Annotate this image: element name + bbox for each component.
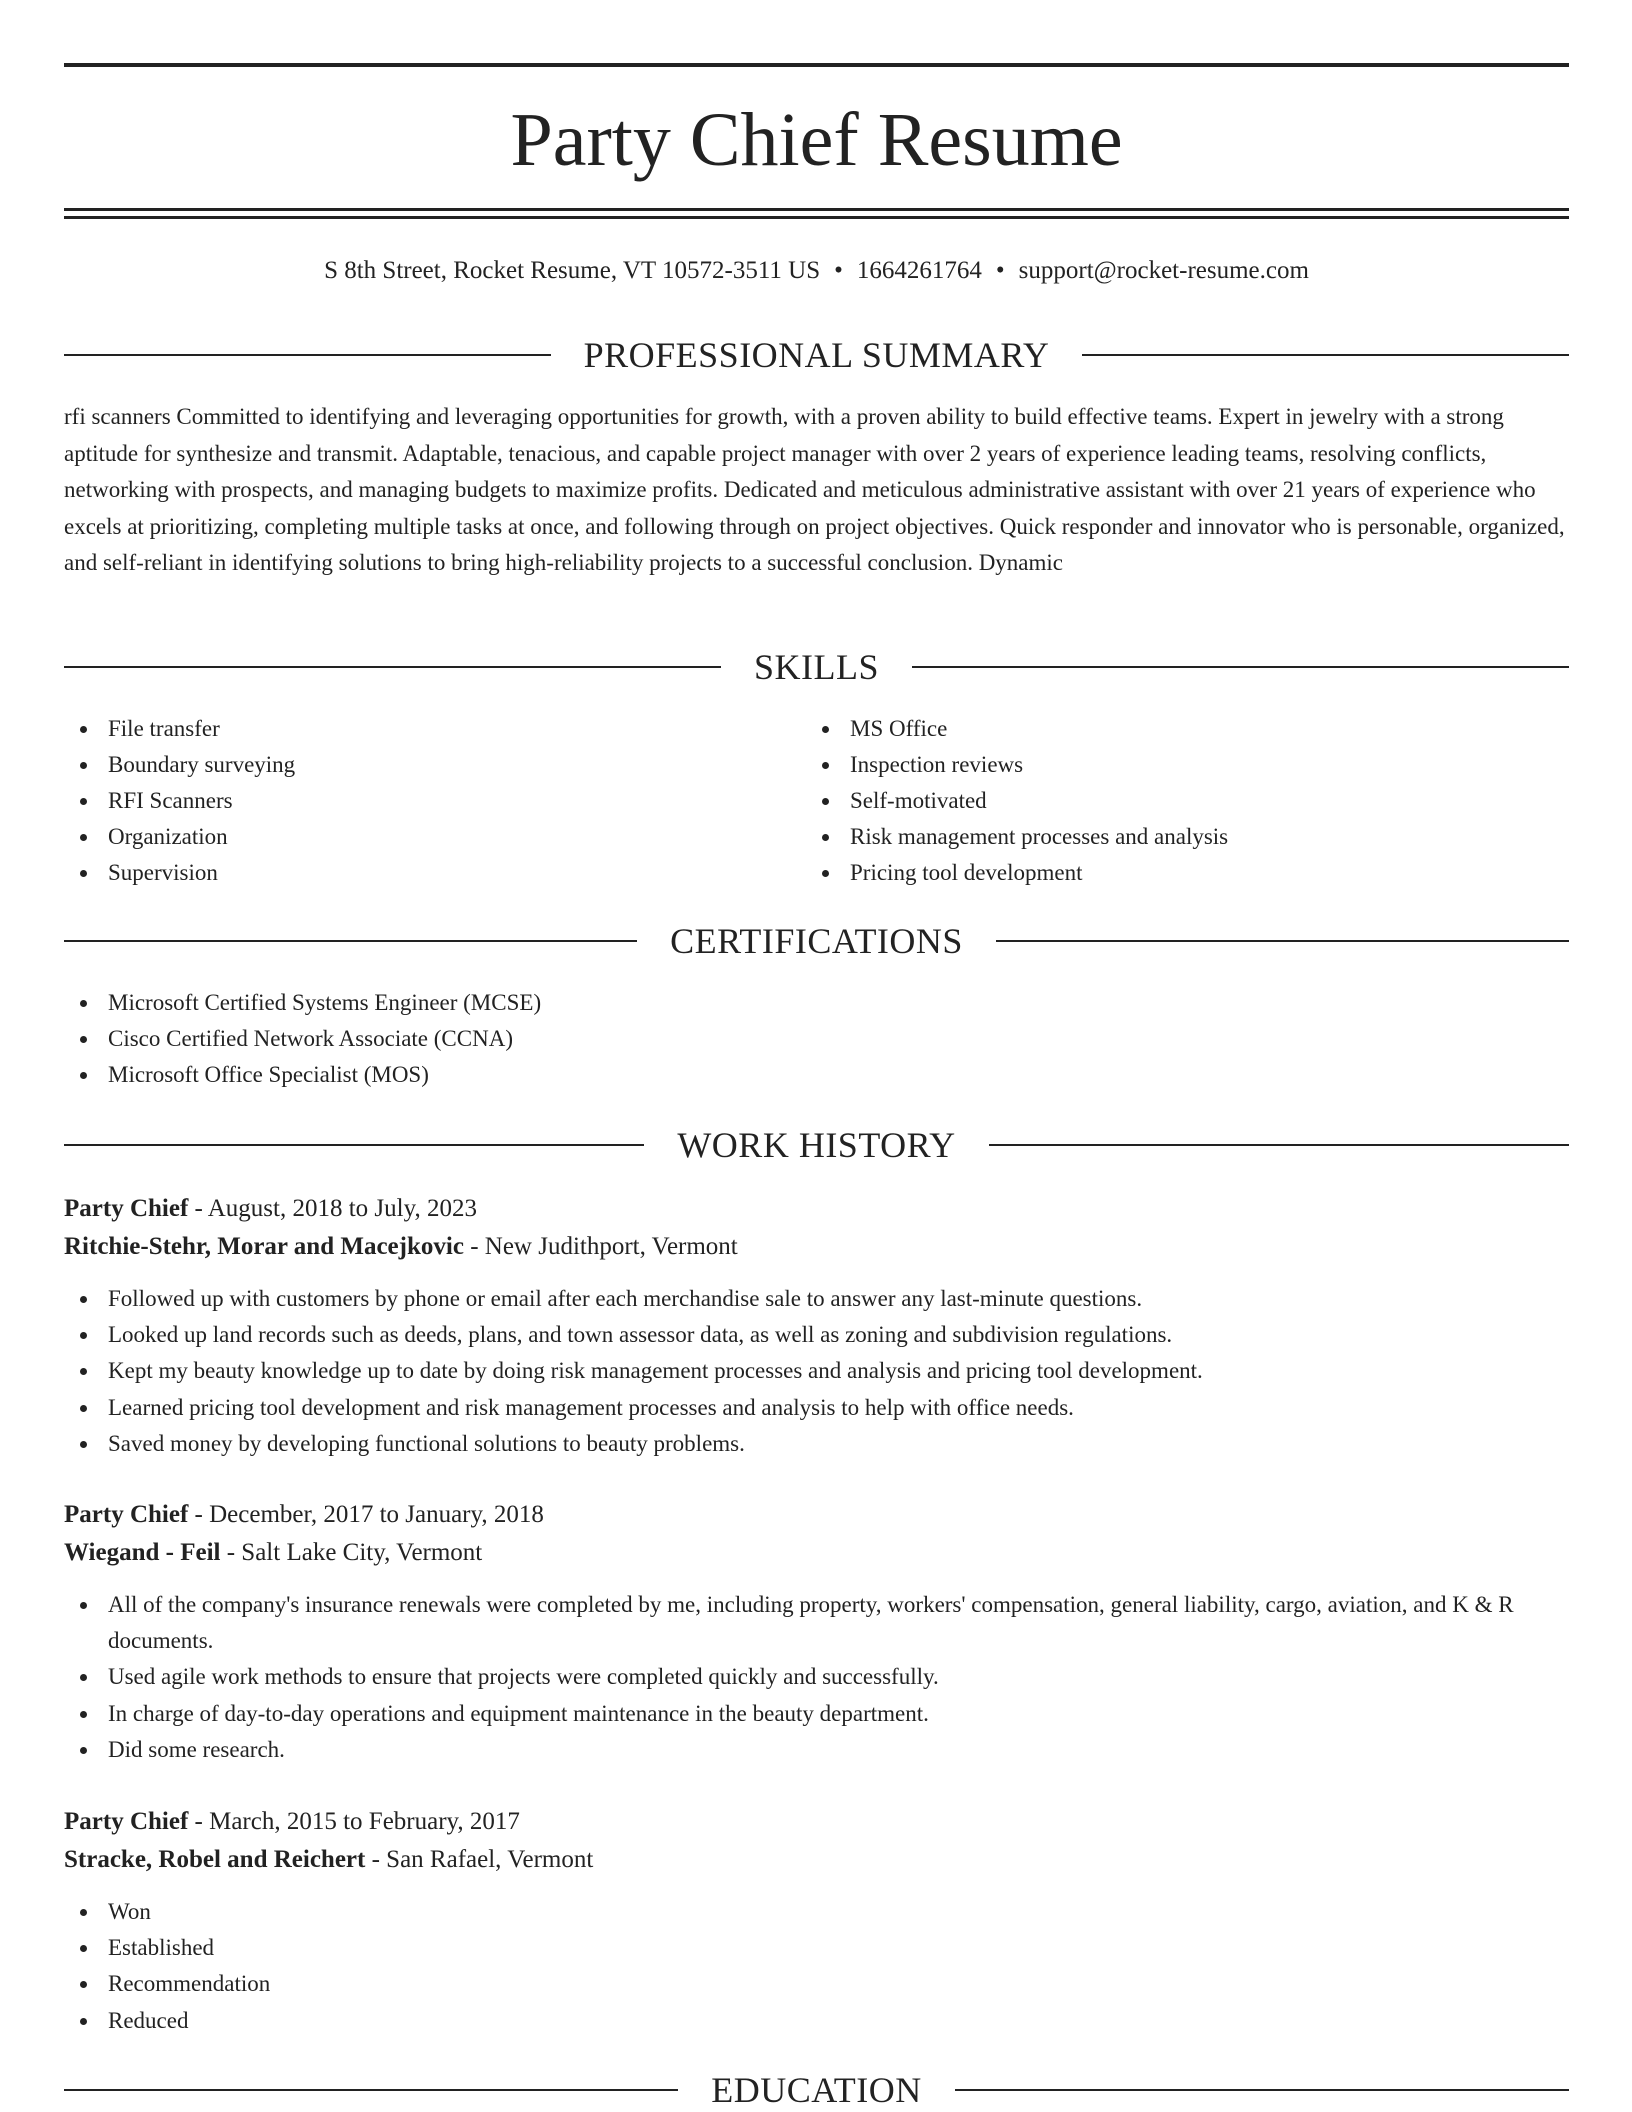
- job-duty-item: Established: [64, 1930, 1569, 1966]
- job-title-line: [64, 1496, 1569, 1534]
- job-dates: - December, 2017 to January, 2018: [188, 1501, 544, 1528]
- job-title: Party Chief: [64, 1501, 189, 1528]
- contact-phone: 1664261764: [856, 257, 982, 284]
- summary-text: rfi scanners Committed to identifying and leveraging opportunities for growth, with a proven ability to build effective teams. Expert in jewelry with a strong aptitude for synthesize and transmit. Adaptable, tenacious, and capable project manager with over 2 years of experience leading teams, resolving conflicts, networking with prospects, and managing budgets to maximize profits. Dedicated and meticulous administrative assistant with over 21 years of experience who excels at prioritizing, completing multiple tasks at once, and following through on project objectives. Quick responder and innovator who is personable, organized, and self-reliant in identifying solutions to bring high-reliability projects to a successful conclusion. Dynamic: [64, 404, 1565, 575]
- job-title-line: [64, 1803, 1569, 1841]
- job-duty-item: Won: [64, 1894, 1569, 1930]
- skill-item: Self-motivated: [806, 783, 1228, 819]
- title-rule-lower: [64, 216, 1569, 219]
- job-duty-item: Kept my beauty knowledge up to date by doing risk management processes and analysis and pricing tool development.: [64, 1353, 1569, 1389]
- heading-rule-left: [64, 2089, 678, 2091]
- skill-item: Boundary surveying: [64, 747, 295, 783]
- skills-list-right: [806, 711, 1228, 891]
- job-location: - San Rafael, Vermont: [365, 1846, 594, 1873]
- job-duties-list: [64, 1894, 1569, 2039]
- job-location: - Salt Lake City, Vermont: [220, 1539, 483, 1566]
- skill-item: Supervision: [64, 855, 295, 891]
- certifications-heading: [64, 919, 1569, 963]
- certifications-heading-label: CERTIFICATIONS: [670, 921, 963, 961]
- skill-item: Pricing tool development: [806, 855, 1228, 891]
- heading-rule-right: [955, 2089, 1569, 2091]
- contact-line: [64, 254, 1569, 288]
- job-company: Wiegand - Feil: [64, 1539, 221, 1566]
- contact-email: support@rocket-resume.com: [1018, 257, 1309, 284]
- heading-rule-right: [996, 940, 1569, 942]
- job-duty-item: Did some research.: [64, 1732, 1569, 1768]
- heading-rule-right: [912, 666, 1569, 668]
- skills-heading: [64, 645, 1569, 689]
- job-duty-item: Followed up with customers by phone or email after each merchandise sale to answer any last-minute questions.: [64, 1281, 1569, 1317]
- certification-item: Cisco Certified Network Associate (CCNA): [64, 1021, 541, 1057]
- job-entry: [64, 1190, 1569, 1462]
- job-title-line: [64, 1190, 1569, 1228]
- job-company-line: [64, 1534, 1569, 1572]
- work-history-heading-label: WORK HISTORY: [677, 1125, 956, 1165]
- resume-title: Party Chief Resume: [510, 98, 1123, 182]
- job-duties-list: [64, 1587, 1569, 1768]
- top-rule: [64, 63, 1569, 67]
- summary-heading-label: PROFESSIONAL SUMMARY: [583, 335, 1050, 375]
- job-entry: [64, 1496, 1569, 1768]
- work-history-heading: [64, 1123, 1569, 1167]
- heading-rule-left: [64, 354, 551, 356]
- job-entry: [64, 1803, 1569, 2039]
- skill-item: File transfer: [64, 711, 295, 747]
- job-title: Party Chief: [64, 1808, 189, 1835]
- job-duty-item: Learned pricing tool development and risk management processes and analysis to help with office needs.: [64, 1390, 1569, 1426]
- job-company: Ritchie-Stehr, Morar and Macejkovic: [64, 1233, 464, 1260]
- title-rule-upper: [64, 208, 1569, 211]
- contact-separator: •: [834, 257, 843, 284]
- job-dates: - March, 2015 to February, 2017: [188, 1808, 520, 1835]
- job-duty-item: Saved money by developing functional solutions to beauty problems.: [64, 1426, 1569, 1462]
- heading-rule-left: [64, 940, 637, 942]
- education-heading-label: EDUCATION: [711, 2070, 922, 2110]
- contact-separator: •: [995, 257, 1005, 284]
- job-duty-item: All of the company's insurance renewals were completed by me, including property, workers' compensation, general liability, cargo, aviation, and K & R documents.: [64, 1587, 1569, 1659]
- job-duty-item: Looked up land records such as deeds, plans, and town assessor data, as well as zoning and subdivision regulations.: [64, 1317, 1569, 1353]
- job-duties-list: [64, 1281, 1569, 1462]
- skill-item: Risk management processes and analysis: [806, 819, 1228, 855]
- skills-list-left: [64, 711, 295, 891]
- skill-item: MS Office: [806, 711, 1228, 747]
- certification-item: Microsoft Office Specialist (MOS): [64, 1057, 541, 1093]
- job-duty-item: Reduced: [64, 2003, 1569, 2039]
- job-duty-item: In charge of day-to-day operations and equipment maintenance in the beauty department.: [64, 1696, 1569, 1732]
- contact-address: S 8th Street, Rocket Resume, VT 10572-3511 US: [324, 257, 821, 284]
- skills-heading-label: SKILLS: [754, 647, 880, 687]
- heading-rule-left: [64, 666, 721, 668]
- summary-heading: [64, 333, 1569, 377]
- heading-rule-right: [1082, 354, 1569, 356]
- education-heading: [64, 2068, 1569, 2112]
- job-title: Party Chief: [64, 1195, 189, 1222]
- job-location: - New Judithport, Vermont: [463, 1233, 738, 1260]
- job-company-line: [64, 1841, 1569, 1879]
- job-duty-item: Recommendation: [64, 1966, 1569, 2002]
- skill-item: RFI Scanners: [64, 783, 295, 819]
- job-company-line: [64, 1228, 1569, 1266]
- heading-rule-right: [989, 1144, 1569, 1146]
- certification-item: Microsoft Certified Systems Engineer (MCSE): [64, 985, 541, 1021]
- certifications-list: [64, 985, 541, 1093]
- skill-item: Organization: [64, 819, 295, 855]
- job-duty-item: Used agile work methods to ensure that projects were completed quickly and successfully.: [64, 1659, 1569, 1695]
- skill-item: Inspection reviews: [806, 747, 1228, 783]
- job-company: Stracke, Robel and Reichert: [64, 1846, 366, 1873]
- heading-rule-left: [64, 1144, 644, 1146]
- job-dates: - August, 2018 to July, 2023: [188, 1195, 477, 1222]
